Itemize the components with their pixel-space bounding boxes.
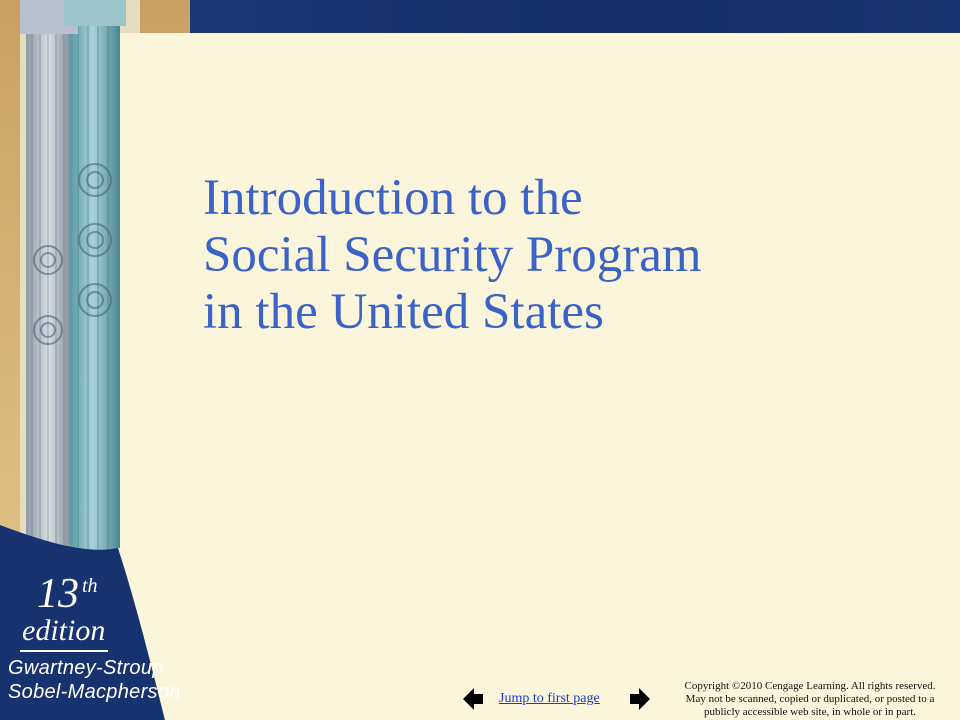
title-line-2: Social Security Program [203, 227, 702, 283]
jump-to-first-page-link[interactable]: Jump to first page [499, 691, 600, 706]
arrow-right-icon [630, 688, 650, 710]
top-banner [110, 0, 960, 33]
edition-suffix: th [82, 575, 98, 597]
column-artwork [0, 0, 190, 720]
next-slide-button[interactable] [630, 688, 650, 710]
authors [8, 656, 183, 704]
copyright-notice [663, 680, 957, 719]
previous-slide-button[interactable] [463, 688, 483, 710]
arrow-left-icon [463, 688, 483, 710]
edition-label: edition [22, 614, 106, 647]
copyright-line-1: Copyright ©2010 Cengage Learning. All rights reserved. [684, 680, 936, 692]
authors-line-1: Gwartney-Stroup [8, 657, 164, 679]
title-line-1: Introduction to the [203, 170, 583, 226]
authors-line-2: Sobel-Macpherson [8, 681, 181, 703]
edition-divider [20, 650, 108, 652]
slide-title [203, 170, 903, 341]
copyright-line-3: publicly accessible web site, in whole or in part. [704, 706, 916, 718]
column-artwork-graphic [0, 0, 190, 720]
copyright-line-2: May not be scanned, copied or duplicated, or posted to a [685, 693, 935, 705]
title-line-3: in the United States [203, 284, 604, 340]
edition-number: 13 [37, 571, 79, 617]
